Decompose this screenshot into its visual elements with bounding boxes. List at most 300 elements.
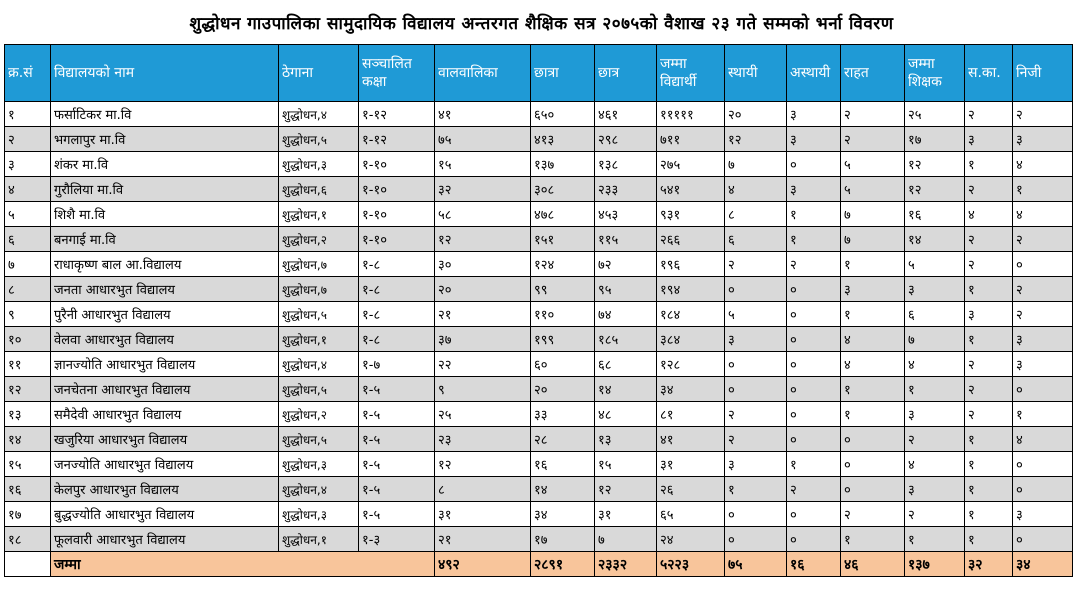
table-cell[interactable]: ३ — [725, 452, 787, 477]
table-cell[interactable]: ४५३ — [595, 202, 657, 227]
table-cell[interactable]: पुरैनी आधारभुत विद्यालय — [51, 302, 279, 327]
table-cell[interactable]: ७ — [841, 227, 905, 252]
table-cell[interactable]: २० — [435, 277, 531, 302]
table-cell[interactable]: १-५ — [359, 502, 435, 527]
table-cell[interactable]: ७ — [905, 327, 965, 352]
table-cell[interactable]: १८ — [5, 527, 51, 552]
table-cell[interactable]: १-८ — [359, 277, 435, 302]
table-cell[interactable]: ० — [1013, 452, 1073, 477]
table-cell[interactable]: ४१ — [435, 102, 531, 127]
table-cell[interactable]: २ — [965, 352, 1013, 377]
table-cell[interactable]: १३७ — [531, 152, 595, 177]
table-cell[interactable]: ० — [1013, 377, 1073, 402]
table-cell[interactable]: २ — [841, 127, 905, 152]
column-header[interactable]: जम्मा विद्यार्थी — [657, 45, 725, 102]
table-cell[interactable]: १५ — [435, 152, 531, 177]
table-cell[interactable]: १२ — [725, 127, 787, 152]
table-cell[interactable]: १८५ — [595, 327, 657, 352]
total-empty-cell — [5, 552, 51, 577]
table-cell[interactable]: शुद्धोधन,३ — [279, 152, 359, 177]
table-cell[interactable]: १२८ — [657, 352, 725, 377]
table-cell[interactable]: १६ — [531, 452, 595, 477]
table-cell[interactable]: ० — [725, 527, 787, 552]
table-cell[interactable]: ३ — [905, 477, 965, 502]
table-cell[interactable]: ३४ — [657, 377, 725, 402]
table-cell[interactable]: १-१२ — [359, 127, 435, 152]
table-cell[interactable]: १७ — [905, 127, 965, 152]
table-cell[interactable]: शुद्धोधन,४ — [279, 477, 359, 502]
table-cell[interactable]: ३ — [1013, 327, 1073, 352]
table-cell[interactable]: १-७ — [359, 352, 435, 377]
table-cell[interactable]: १६ — [905, 202, 965, 227]
table-cell[interactable]: १ — [787, 227, 841, 252]
total-value[interactable]: २३३२ — [595, 552, 657, 577]
table-cell[interactable]: २४ — [657, 527, 725, 552]
table-row — [5, 277, 1073, 302]
column-header[interactable]: ठेगाना — [279, 45, 359, 102]
table-cell[interactable]: शुद्धोधन,७ — [279, 277, 359, 302]
table-cell[interactable]: ३ — [787, 177, 841, 202]
table-cell[interactable]: ३ — [1013, 502, 1073, 527]
table-cell[interactable]: ३ — [1013, 127, 1073, 152]
table-cell[interactable]: १४ — [905, 227, 965, 252]
table-cell[interactable]: ३ — [905, 402, 965, 427]
table-cell[interactable]: केलपुर आधारभुत विद्यालय — [51, 477, 279, 502]
table-cell[interactable]: १३ — [5, 402, 51, 427]
table-cell[interactable]: शुद्धोधन,७ — [279, 252, 359, 277]
table-cell[interactable]: १ — [905, 377, 965, 402]
table-cell[interactable]: ३ — [905, 277, 965, 302]
table-cell[interactable]: १-१२ — [359, 102, 435, 127]
table-cell[interactable]: १३८ — [595, 152, 657, 177]
table-cell[interactable]: ४ — [1013, 202, 1073, 227]
table-cell[interactable]: १४ — [595, 377, 657, 402]
table-cell[interactable]: ४७८ — [531, 202, 595, 227]
table-cell[interactable]: ० — [787, 427, 841, 452]
table-cell[interactable]: २ — [1013, 227, 1073, 252]
table-cell[interactable]: ५ — [905, 252, 965, 277]
table-header — [5, 45, 1073, 102]
table-cell[interactable]: १ — [841, 527, 905, 552]
table-cell[interactable]: ४१ — [657, 427, 725, 452]
table-cell[interactable]: ६५ — [657, 502, 725, 527]
table-cell[interactable]: ३ — [787, 102, 841, 127]
table-cell[interactable]: जनचेतना आधारभुत विद्यालय — [51, 377, 279, 402]
table-cell[interactable]: ० — [787, 527, 841, 552]
table-cell[interactable]: ४ — [841, 352, 905, 377]
table-row — [5, 152, 1073, 177]
column-header[interactable]: वालवालिका — [435, 45, 531, 102]
table-cell[interactable]: ३ — [965, 127, 1013, 152]
table-cell[interactable]: २ — [841, 502, 905, 527]
header-row — [5, 45, 1073, 102]
table-cell[interactable]: १५१ — [531, 227, 595, 252]
table-cell[interactable]: ९३१ — [657, 202, 725, 227]
table-cell[interactable]: २ — [905, 427, 965, 452]
table-row — [5, 452, 1073, 477]
table-row — [5, 302, 1073, 327]
table-cell[interactable]: ० — [725, 277, 787, 302]
table-cell[interactable]: ३२ — [435, 177, 531, 202]
table-cell[interactable]: ३४ — [531, 502, 595, 527]
table-cell[interactable]: १-१० — [359, 152, 435, 177]
table-cell[interactable]: ० — [841, 452, 905, 477]
table-cell[interactable]: २ — [905, 502, 965, 527]
table-cell[interactable]: २६६ — [657, 227, 725, 252]
table-cell[interactable]: १९९ — [531, 327, 595, 352]
table-cell[interactable]: ८ — [725, 202, 787, 227]
table-cell[interactable]: २ — [787, 477, 841, 502]
table-cell[interactable]: २३ — [435, 427, 531, 452]
table-cell[interactable]: ८ — [5, 277, 51, 302]
table-cell[interactable]: ११ — [5, 352, 51, 377]
table-cell[interactable]: ५८ — [435, 202, 531, 227]
table-cell[interactable]: ६ — [725, 227, 787, 252]
table-cell[interactable]: २ — [787, 252, 841, 277]
table-cell[interactable]: १-५ — [359, 477, 435, 502]
table-cell[interactable]: १ — [965, 277, 1013, 302]
column-header[interactable]: स.का. — [965, 45, 1013, 102]
table-cell[interactable]: ० — [725, 502, 787, 527]
table-cell[interactable]: ९ — [435, 377, 531, 402]
table-cell[interactable]: ० — [841, 477, 905, 502]
table-cell[interactable]: १ — [965, 152, 1013, 177]
total-value[interactable]: ७५ — [725, 552, 787, 577]
table-cell[interactable]: १-१० — [359, 202, 435, 227]
table-cell[interactable]: शुद्धोधन,५ — [279, 127, 359, 152]
table-row — [5, 527, 1073, 552]
table-cell[interactable]: १-८ — [359, 302, 435, 327]
table-cell[interactable]: १ — [725, 477, 787, 502]
table-cell[interactable]: २ — [725, 252, 787, 277]
table-cell[interactable]: ८१ — [657, 402, 725, 427]
table-cell[interactable]: १ — [787, 452, 841, 477]
table-row — [5, 502, 1073, 527]
column-header[interactable]: अस्थायी — [787, 45, 841, 102]
table-body — [5, 102, 1073, 552]
table-cell[interactable]: शुद्धोधन,२ — [279, 402, 359, 427]
table-cell[interactable]: ११० — [531, 302, 595, 327]
column-header[interactable]: स्थायी — [725, 45, 787, 102]
column-header[interactable]: सञ्चालित कक्षा — [359, 45, 435, 102]
table-cell[interactable]: १११११ — [657, 102, 725, 127]
table-cell[interactable]: शुद्धोधन,६ — [279, 177, 359, 202]
table-cell[interactable]: २३३ — [595, 177, 657, 202]
table-cell[interactable]: १ — [965, 502, 1013, 527]
table-cell[interactable]: ७५ — [435, 127, 531, 152]
table-cell[interactable]: ० — [787, 327, 841, 352]
column-header[interactable]: छात्र — [595, 45, 657, 102]
table-cell[interactable]: १-८ — [359, 327, 435, 352]
table-cell[interactable]: ० — [725, 352, 787, 377]
table-cell[interactable]: १ — [965, 527, 1013, 552]
table-cell[interactable]: २२ — [435, 352, 531, 377]
table-cell[interactable]: राधाकृष्ण बाल आ.विद्यालय — [51, 252, 279, 277]
table-cell[interactable]: ५ — [841, 152, 905, 177]
table-cell[interactable]: ० — [1013, 527, 1073, 552]
table-cell[interactable]: ३७ — [435, 327, 531, 352]
table-cell[interactable]: ० — [787, 277, 841, 302]
table-cell[interactable]: बुद्धज्योति आधारभुत विद्यालय — [51, 502, 279, 527]
table-row — [5, 352, 1073, 377]
total-value[interactable]: ४६ — [841, 552, 905, 577]
table-cell[interactable]: २७५ — [657, 152, 725, 177]
column-header[interactable]: क्र.सं — [5, 45, 51, 102]
table-cell[interactable]: ० — [1013, 477, 1073, 502]
table-row — [5, 327, 1073, 352]
table-cell[interactable]: २५ — [435, 402, 531, 427]
table-cell[interactable]: १७ — [531, 527, 595, 552]
table-row — [5, 402, 1073, 427]
table-cell[interactable]: १ — [905, 527, 965, 552]
table-cell[interactable]: ५ — [841, 177, 905, 202]
table-cell[interactable]: २० — [725, 102, 787, 127]
total-value[interactable]: ५२२३ — [657, 552, 725, 577]
table-cell[interactable]: २ — [965, 402, 1013, 427]
table-cell[interactable]: १७ — [5, 502, 51, 527]
table-row — [5, 477, 1073, 502]
table-cell[interactable]: १-५ — [359, 402, 435, 427]
table-cell[interactable]: भगलापुर मा.वि — [51, 127, 279, 152]
table-cell[interactable]: ७११ — [657, 127, 725, 152]
table-row — [5, 252, 1073, 277]
table-cell[interactable]: शुद्धोधन,५ — [279, 302, 359, 327]
table-cell[interactable]: २८ — [531, 427, 595, 452]
total-value[interactable]: ३४ — [1013, 552, 1073, 577]
table-cell[interactable]: ३८४ — [657, 327, 725, 352]
table-cell[interactable]: ७ — [725, 152, 787, 177]
table-cell[interactable]: १-५ — [359, 377, 435, 402]
table-cell[interactable]: २ — [725, 402, 787, 427]
table-cell[interactable]: ० — [725, 377, 787, 402]
column-header[interactable]: निजी — [1013, 45, 1073, 102]
table-cell[interactable]: २१ — [435, 302, 531, 327]
table-cell[interactable]: १० — [5, 327, 51, 352]
total-value[interactable]: ४९२ — [435, 552, 531, 577]
table-cell[interactable]: ३१ — [435, 502, 531, 527]
table-cell[interactable]: १५ — [5, 452, 51, 477]
table-cell[interactable]: फर्साटिकर मा.वि — [51, 102, 279, 127]
table-row — [5, 227, 1073, 252]
table-cell[interactable]: ० — [787, 152, 841, 177]
table-cell[interactable]: १-३ — [359, 527, 435, 552]
table-cell[interactable]: शुद्धोधन,५ — [279, 427, 359, 452]
table-cell[interactable]: जनता आधारभुत विद्यालय — [51, 277, 279, 302]
table-cell[interactable]: १५ — [595, 452, 657, 477]
table-cell[interactable]: २६ — [657, 477, 725, 502]
table-cell[interactable]: १८४ — [657, 302, 725, 327]
table-cell[interactable]: खजुरिया आधारभुत विद्यालय — [51, 427, 279, 452]
table-cell[interactable]: ७ — [5, 252, 51, 277]
total-value[interactable]: २८९१ — [531, 552, 595, 577]
table-cell[interactable]: ६० — [531, 352, 595, 377]
table-cell[interactable]: ३ — [787, 127, 841, 152]
table-cell[interactable]: ५ — [725, 302, 787, 327]
total-label: जम्मा — [51, 552, 435, 577]
table-cell[interactable]: १-१० — [359, 227, 435, 252]
table-cell[interactable]: शुद्धोधन,२ — [279, 227, 359, 252]
table-cell[interactable]: ४ — [905, 452, 965, 477]
table-cell[interactable]: १४ — [5, 427, 51, 452]
table-cell[interactable]: शुद्धोधन,१ — [279, 202, 359, 227]
table-cell[interactable]: ४ — [1013, 152, 1073, 177]
table-cell[interactable]: १२ — [905, 177, 965, 202]
table-cell[interactable]: ७ — [841, 202, 905, 227]
table-cell[interactable]: बनगाई मा.वि — [51, 227, 279, 252]
table-cell[interactable]: ४ — [905, 352, 965, 377]
table-cell[interactable]: ३ — [965, 302, 1013, 327]
table-cell[interactable]: ३ — [841, 277, 905, 302]
table-cell[interactable]: ३ — [1013, 352, 1073, 377]
table-cell[interactable]: ५ — [5, 202, 51, 227]
table-cell[interactable]: १२ — [435, 227, 531, 252]
table-cell[interactable]: शंकर मा.वि — [51, 152, 279, 177]
table-cell[interactable]: फूलवारी आधारभुत विद्यालय — [51, 527, 279, 552]
table-cell[interactable]: ४ — [5, 177, 51, 202]
table-cell[interactable]: २ — [1013, 102, 1073, 127]
table-cell[interactable]: १-१० — [359, 177, 435, 202]
table-cell[interactable]: ० — [787, 402, 841, 427]
table-cell[interactable]: ३० — [435, 252, 531, 277]
table-cell[interactable]: १ — [1013, 177, 1073, 202]
table-cell[interactable]: २ — [965, 252, 1013, 277]
table-cell[interactable]: ७२ — [595, 252, 657, 277]
table-cell[interactable]: ० — [787, 377, 841, 402]
column-header[interactable]: विद्यालयको नाम — [51, 45, 279, 102]
table-cell[interactable]: ४६१ — [595, 102, 657, 127]
table-cell[interactable]: २ — [965, 227, 1013, 252]
table-cell[interactable]: १ — [1013, 402, 1073, 427]
table-cell[interactable]: जनज्योति आधारभुत विद्यालय — [51, 452, 279, 477]
table-cell[interactable]: १९४ — [657, 277, 725, 302]
table-cell[interactable]: १ — [841, 302, 905, 327]
table-cell[interactable]: २ — [5, 127, 51, 152]
table-cell[interactable]: १४ — [531, 477, 595, 502]
table-cell[interactable]: ४ — [965, 202, 1013, 227]
table-cell[interactable]: वेलवा आधारभुत विद्यालय — [51, 327, 279, 352]
table-cell[interactable]: ० — [787, 502, 841, 527]
table-cell[interactable]: १२ — [595, 477, 657, 502]
column-header[interactable]: जम्मा शिक्षक — [905, 45, 965, 102]
table-cell[interactable]: २५ — [905, 102, 965, 127]
table-cell[interactable]: शुद्धोधन,३ — [279, 502, 359, 527]
table-cell[interactable]: २ — [965, 102, 1013, 127]
table-cell[interactable]: ४८ — [595, 402, 657, 427]
table-cell[interactable]: शुद्धोधन,५ — [279, 377, 359, 402]
table-row — [5, 427, 1073, 452]
table-cell[interactable]: शुद्धोधन,४ — [279, 352, 359, 377]
table-cell[interactable]: २ — [841, 102, 905, 127]
table-cell[interactable]: ३ — [5, 152, 51, 177]
table-cell[interactable]: २ — [965, 377, 1013, 402]
table-cell[interactable]: २ — [1013, 277, 1073, 302]
table-cell[interactable]: ६५० — [531, 102, 595, 127]
table-cell[interactable]: १३ — [595, 427, 657, 452]
table-cell[interactable]: १-८ — [359, 252, 435, 277]
table-cell[interactable]: १ — [841, 402, 905, 427]
table-cell[interactable]: ८ — [435, 477, 531, 502]
table-cell[interactable]: ११५ — [595, 227, 657, 252]
table-cell[interactable]: गुरौलिया मा.वि — [51, 177, 279, 202]
table-cell[interactable]: ० — [787, 302, 841, 327]
table-cell[interactable]: २१ — [435, 527, 531, 552]
table-cell[interactable]: १-५ — [359, 427, 435, 452]
admission-table — [4, 44, 1073, 577]
table-cell[interactable]: १२ — [905, 152, 965, 177]
table-cell[interactable]: ४ — [841, 327, 905, 352]
table-cell[interactable]: समैदेवी आधारभुत विद्यालय — [51, 402, 279, 427]
table-cell[interactable]: ९ — [5, 302, 51, 327]
table-cell[interactable]: १ — [965, 327, 1013, 352]
table-cell[interactable]: ३ — [725, 327, 787, 352]
table-cell[interactable]: १२ — [5, 377, 51, 402]
table-cell[interactable]: ६ — [905, 302, 965, 327]
table-cell[interactable]: ३१ — [657, 452, 725, 477]
column-header[interactable]: छात्रा — [531, 45, 595, 102]
table-cell[interactable]: १९६ — [657, 252, 725, 277]
table-cell[interactable]: ७४ — [595, 302, 657, 327]
table-cell[interactable]: १ — [841, 377, 905, 402]
table-cell[interactable]: २ — [965, 177, 1013, 202]
table-cell[interactable]: १ — [5, 102, 51, 127]
table-cell[interactable]: १६ — [5, 477, 51, 502]
table-cell[interactable]: ६८ — [595, 352, 657, 377]
table-cell[interactable]: १ — [965, 477, 1013, 502]
table-cell[interactable]: ३०८ — [531, 177, 595, 202]
table-footer — [5, 552, 1073, 577]
table-cell[interactable]: शुद्धोधन,३ — [279, 452, 359, 477]
table-cell[interactable]: ३३ — [531, 402, 595, 427]
table-row — [5, 177, 1073, 202]
table-cell[interactable]: ४ — [1013, 427, 1073, 452]
table-cell[interactable]: ४१३ — [531, 127, 595, 152]
table-cell[interactable]: १ — [965, 427, 1013, 452]
table-cell[interactable]: १ — [965, 452, 1013, 477]
total-value[interactable]: ३२ — [965, 552, 1013, 577]
table-cell[interactable]: २ — [1013, 302, 1073, 327]
table-cell[interactable]: ४ — [725, 177, 787, 202]
table-row — [5, 127, 1073, 152]
table-cell[interactable]: शिशै मा.वि — [51, 202, 279, 227]
table-cell[interactable]: १२४ — [531, 252, 595, 277]
table-cell[interactable]: ९९ — [531, 277, 595, 302]
table-cell[interactable]: शुद्धोधन,४ — [279, 102, 359, 127]
table-cell[interactable]: ७ — [595, 527, 657, 552]
table-cell[interactable]: २० — [531, 377, 595, 402]
table-cell[interactable]: ० — [841, 427, 905, 452]
column-header[interactable]: राहत — [841, 45, 905, 102]
total-value[interactable]: १३७ — [905, 552, 965, 577]
total-row — [5, 552, 1073, 577]
table-cell[interactable]: १ — [787, 202, 841, 227]
table-cell[interactable]: २९८ — [595, 127, 657, 152]
table-cell[interactable]: १२ — [435, 452, 531, 477]
table-cell[interactable]: ० — [1013, 252, 1073, 277]
table-cell[interactable]: १ — [841, 252, 905, 277]
table-row — [5, 202, 1073, 227]
table-cell[interactable]: १-५ — [359, 452, 435, 477]
table-cell[interactable]: ६ — [5, 227, 51, 252]
table-cell[interactable]: शुद्धोधन,१ — [279, 527, 359, 552]
table-cell[interactable]: ३१ — [595, 502, 657, 527]
table-cell[interactable]: शुद्धोधन,१ — [279, 327, 359, 352]
table-cell[interactable]: ० — [787, 352, 841, 377]
table-cell[interactable]: ९५ — [595, 277, 657, 302]
table-cell[interactable]: ज्ञानज्योति आधारभुत विद्यालय — [51, 352, 279, 377]
table-cell[interactable]: ५४१ — [657, 177, 725, 202]
total-value[interactable]: १६ — [787, 552, 841, 577]
table-cell[interactable]: २ — [725, 427, 787, 452]
